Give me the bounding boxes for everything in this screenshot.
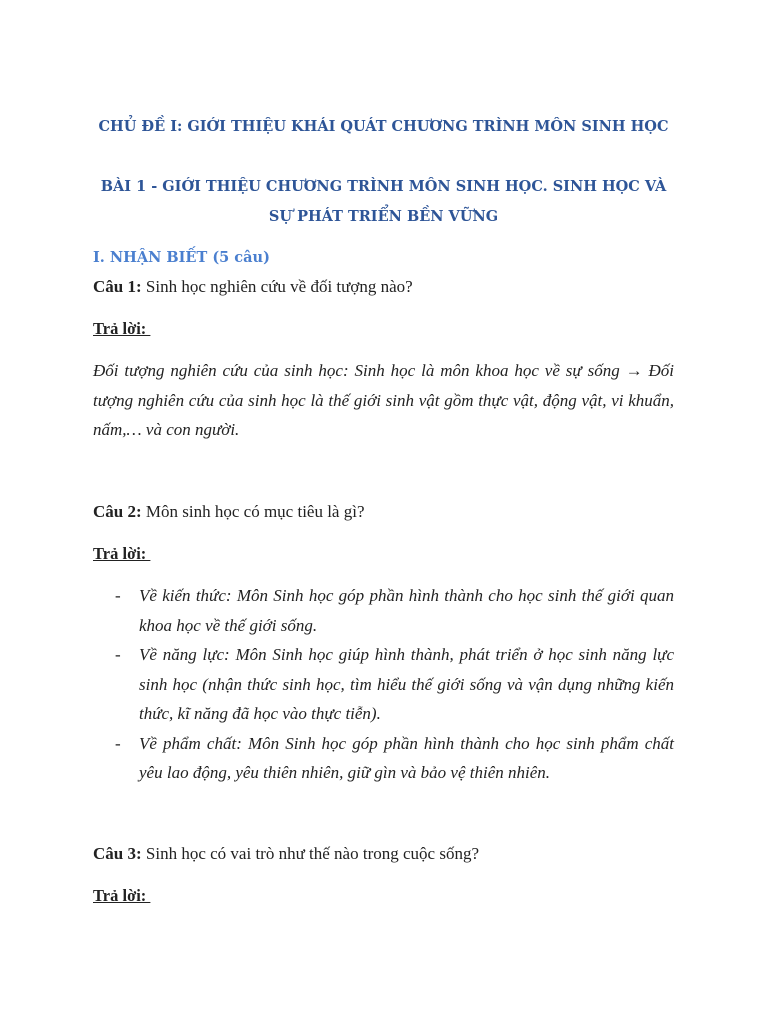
answer-1-text: Đối tượng nghiên cứu của sinh học: Sinh học là môn khoa học về sự sống → Đối tượng nghiên cứu của sinh học là thế giới sinh vật gồm thực vật, động vật, vi khuẩn, nấm,… và con người. [93, 361, 674, 439]
answer-2-list [93, 581, 674, 788]
question-1-text: Sinh học nghiên cứu về đối tượng nào? [141, 277, 413, 296]
question-1-label: Câu 1: [93, 277, 142, 296]
answer-2-item-2: Về năng lực: Môn Sinh học giúp hình thành, phát triển ở học sinh năng lực sinh học (nhận thức sinh học, tìm hiểu thế giới sống và vận dụng những kiến thức, kĩ năng đã học vào thực tiễn). [139, 645, 674, 723]
answer-2-item-3: Về phẩm chất: Môn Sinh học góp phần hình thành cho học sinh phẩm chất yêu lao động, yêu thiên nhiên, giữ gìn và bảo vệ thiên nhiên. [139, 733, 674, 782]
question-2-label: Câu 2: [93, 502, 142, 521]
question-2-text: Môn sinh học có mục tiêu là gì? [141, 502, 365, 521]
question-3 [93, 841, 674, 867]
answer-label-2: Trả lời: [93, 544, 151, 563]
question-2 [93, 499, 674, 525]
dash-bullet: - [115, 733, 121, 753]
answer-label-1: Trả lời: [93, 319, 151, 338]
topic-title: CHỦ ĐỀ I: GIỚI THIỆU KHÁI QUÁT CHƯƠNG TRÌNH MÔN SINH HỌC [98, 118, 669, 135]
lesson-title: BÀI 1 - GIỚI THIỆU CHƯƠNG TRÌNH MÔN SINH HỌC. SINH HỌC VÀ SỰ PHÁT TRIỂN BỀN VỮNG [100, 178, 667, 225]
list-item [93, 640, 674, 729]
question-1 [93, 274, 674, 300]
dash-bullet: - [115, 645, 121, 664]
answer-2-item-1: Về kiến thức: Môn Sinh học góp phần hình thành cho học sinh thế giới quan khoa học về thế giới sống. [139, 586, 674, 635]
question-3-text: Sinh học có vai trò như thế nào trong cuộc sống? [141, 844, 479, 863]
dash-bullet: - [115, 586, 121, 605]
list-item [93, 581, 674, 640]
answer-label-3: Trả lời: [93, 886, 151, 905]
list-item [93, 729, 674, 788]
section-title: I. NHẬN BIẾT (5 câu) [93, 249, 270, 266]
question-3-label: Câu 3: [93, 844, 142, 863]
